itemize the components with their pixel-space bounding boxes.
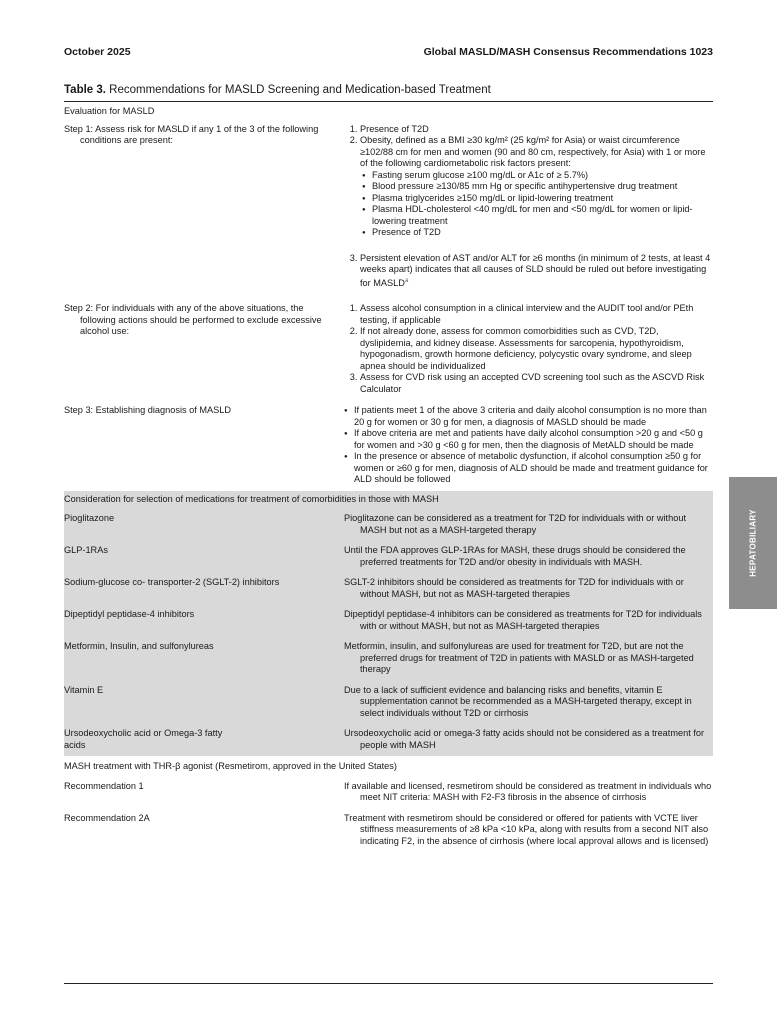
- recommendation-label: Recommendation 2A: [64, 812, 150, 823]
- step1-list-continued: [344, 253, 713, 290]
- list-item: ● Fasting serum glucose ≥100 mg/dL or A1c of ≥ 5.7%): [372, 170, 713, 182]
- drug-name: Dipeptidyl peptidase-4 inhibitors: [64, 609, 195, 620]
- list-item: ● Blood pressure ≥130/85 mm Hg or specific antihypertensive drug treatment: [372, 181, 713, 193]
- section-side-tab: [729, 477, 777, 609]
- section-title: Consideration for selection of medications for treatment of comorbidities in those with MASH: [64, 493, 439, 504]
- drug-name: Pioglitazone: [64, 513, 115, 524]
- drug-recommendation: Metformin, insulin, and sulfonylureas are used for treatment for T2D, but are not the preferred drugs for treatment of T2D in patients with MASLD or as MASH-targeted therapy: [344, 641, 694, 675]
- table-row: [64, 124, 713, 290]
- recommendation-text: If available and licensed, resmetirom should be considered as treatment in individuals who meet NIT criteria: MASH with F2-F3 fibrosis in the absence of cirrhosis: [344, 780, 712, 803]
- table-row: [64, 303, 713, 395]
- list-item: ● Plasma HDL-cholesterol <40 mg/dL for men and <50 mg/dL for women or lipid-lowering treatment: [372, 204, 713, 227]
- side-tab-label: HEPATOBILIARY: [748, 509, 758, 577]
- section-evaluation: [64, 103, 713, 489]
- recommendation-label: Recommendation 1: [64, 780, 144, 791]
- drug-recommendation: SGLT-2 inhibitors should be considered as treatments for T2D for individuals with or without MASH, but not as MASH-targeted therapies: [344, 577, 684, 599]
- header-date: October 2025: [64, 46, 131, 58]
- section-title: Evaluation for MASLD: [64, 106, 155, 116]
- drug-recommendation: Ursodeoxycholic acid or omega-3 fatty acids should not be considered as a treatment for people with MASH: [344, 728, 705, 750]
- list-item: 1. Assess alcohol consumption in a clinical interview and the AUDIT tool and/or PEth testing, if applicable: [360, 303, 713, 326]
- list-item: 3. Assess for CVD risk using an accepted CVD screening tool such as the ASCVD Risk Calculator: [360, 372, 713, 395]
- list-item: ● Plasma triglycerides ≥150 mg/dL or lipid-lowering treatment: [372, 193, 713, 205]
- list-item: 2. If not already done, assess for common comorbidities such as CVD, T2D, dyslipidemia, and kidney disease. Assessments for sarcopenia, hypothyroidism, hypogonadism, growth hormone deficiency, polycystic ovary syndrome, and sleep apnea should be individualized: [360, 326, 713, 372]
- recommendation-text: Treatment with resmetirom should be considered or offered for patients with VCTE liver stiffness measurements of ≥8 kPa <10 kPa, along with results from a second NIT also indicating F2, in the absence of cirrhosis (where local approval allows and is licensed): [344, 812, 709, 846]
- step2-list: [344, 303, 713, 395]
- step1-list: [344, 124, 713, 239]
- table-bottom-rule: [64, 983, 713, 984]
- drug-recommendation: Until the FDA approves GLP-1RAs for MASH, these drugs should be considered the preferred treatments for T2D and/or obesity in individuals with MASH.: [344, 545, 686, 567]
- table-top-rule: [64, 101, 713, 102]
- list-item: 2. Obesity, defined as a BMI ≥30 kg/m² (25 kg/m² for Asia) or waist circumference ≥102/88 cm for men and women (90 and 80 cm, respectively, for Asia) with 1 or more of the following cardiometabolic risk factors present: ● Fasting serum glucose ≥100 mg/dL or A1c of ≥ 5.7%) ● Blood pressure ≥130/85 mm Hg or specific antihypertensive drug treatment ● Plasma triglycerides ≥150 mg/dL or lipid-lowering treatment ● Plasma HDL-cholesterol <40 mg/dL for men and <50 mg/dL for women or lipid-lowering treatment ● Presence of T2D: [360, 135, 713, 239]
- step3-content: [344, 405, 713, 486]
- drug-recommendation: Dipeptidyl peptidase-4 inhibitors can be considered as treatments for T2D for individuals with or without MASH, but not as MASH-targeted therapies: [344, 609, 702, 631]
- drug-name: GLP-1RAs: [64, 545, 108, 556]
- header-journal-title: Global MASLD/MASH Consensus Recommendations 1023: [423, 46, 713, 58]
- recommendations-table: [64, 103, 713, 850]
- table-caption: [64, 84, 491, 96]
- step3-label: Step 3: Establishing diagnosis of MASLD: [64, 405, 231, 416]
- section-comorbidity-medications: [64, 491, 713, 757]
- drug-name: Metformin, Insulin, and sulfonylureas: [64, 641, 214, 652]
- step3-bullets: [344, 405, 713, 486]
- table-row: [64, 513, 713, 536]
- drug-recommendation: Due to a lack of sufficient evidence and balancing risks and benefits, vitamin E supplementation cannot be recommended as a MASH-targeted therapy, except in select individuals without T2D or cirrhosis: [344, 684, 692, 718]
- section-title: MASH treatment with THR-β agonist (Resmetirom, approved in the United States): [64, 761, 397, 772]
- table-label: Table 3.: [64, 84, 106, 96]
- step2-label: Step 2: For individuals with any of the above situations, the following actions should be performed to exclude excessive alcohol use:: [64, 303, 322, 337]
- table-row: [64, 609, 713, 632]
- table-row: [64, 641, 713, 676]
- bullet-list: [360, 170, 713, 239]
- table-row: [64, 545, 713, 568]
- drug-name: Ursodeoxycholic acid or Omega-3 fatty acids: [64, 728, 223, 750]
- table-row: [64, 813, 713, 848]
- list-item: ● In the presence or absence of metabolic dysfunction, if alcohol consumption ≥50 g for women or ≥60 g for men, diagnosis of ALD should be made and treatment guidance for ALD should be followed: [354, 451, 713, 486]
- table-row: [64, 577, 713, 600]
- table-row: [64, 405, 713, 486]
- table-row: [64, 685, 713, 720]
- drug-name: Vitamin E: [64, 684, 104, 695]
- running-header: [64, 46, 713, 62]
- list-item: ● If patients meet 1 of the above 3 criteria and daily alcohol consumption is no more than 20 g for women or 30 g for men, a diagnosis of MASLD should be made: [354, 405, 713, 428]
- table-row: [64, 781, 713, 804]
- step1-content: [344, 124, 713, 290]
- table-title: Recommendations for MASLD Screening and Medication-based Treatment: [109, 84, 491, 96]
- step2-content: [344, 303, 713, 395]
- table-row: [64, 728, 713, 751]
- list-item: ● Presence of T2D: [372, 227, 713, 239]
- list-item: ● If above criteria are met and patients have daily alcohol consumption >20 g and <50 g for women and >30 g <60 g for men, then the diagnosis of MetALD should be made: [354, 428, 713, 451]
- list-item: 1. Presence of T2D: [360, 124, 713, 136]
- list-item: 3. Persistent elevation of AST and/or ALT for ≥6 months (in minimum of 2 tests, at least 4 weeks apart) indicates that all causes of SLD should be ruled out before investigating for MASLD$^a$: [360, 253, 713, 290]
- drug-name: Sodium-glucose co- transporter-2 (SGLT-2) inhibitors: [64, 577, 280, 588]
- step1-label: Step 1: Assess risk for MASLD if any 1 of the 3 of the following conditions are present:: [64, 123, 319, 145]
- drug-recommendation: Pioglitazone can be considered as a treatment for T2D for individuals with or without MASH but not as a MASH-targeted therapy: [344, 513, 686, 535]
- section-resmetirom: [64, 758, 713, 850]
